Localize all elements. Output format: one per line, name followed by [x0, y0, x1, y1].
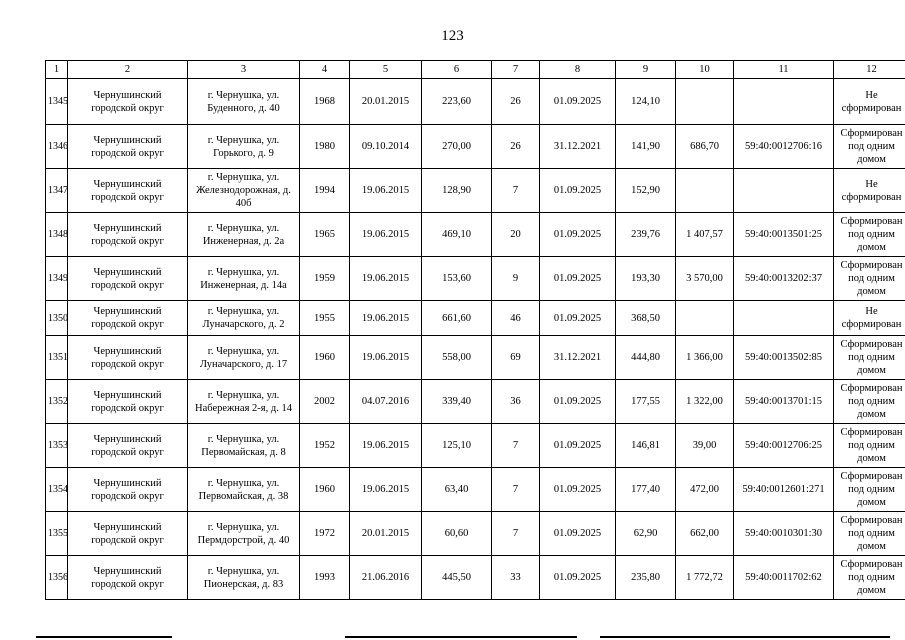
date-cell: 20.01.2015 [350, 512, 422, 556]
row-number: 1347 [46, 169, 68, 213]
date-cell: 21.06.2016 [350, 556, 422, 600]
land-status-cell: Сформирован под одним домом [834, 125, 905, 169]
row-number: 1352 [46, 380, 68, 424]
cadastral-number-cell: 59:40:0013701:15 [734, 380, 834, 424]
column-header: 10 [676, 61, 734, 79]
row-number: 1349 [46, 257, 68, 301]
cadastral-number-cell: 59:40:0012601:271 [734, 468, 834, 512]
address-cell: г. Чернушка, ул. Инженерная, д. 2а [188, 213, 300, 257]
column-header: 2 [68, 61, 188, 79]
value-cell: 62,90 [616, 512, 676, 556]
area-cell: 558,00 [422, 336, 492, 380]
cadastral-number-cell [734, 301, 834, 336]
municipality-cell: Чернушинский городской округ [68, 336, 188, 380]
deadline-cell: 01.09.2025 [540, 257, 616, 301]
cadastral-number-cell [734, 79, 834, 125]
area-cell: 469,10 [422, 213, 492, 257]
land-area-cell: 39,00 [676, 424, 734, 468]
date-cell: 19.06.2015 [350, 213, 422, 257]
column-header: 11 [734, 61, 834, 79]
municipality-cell: Чернушинский городской округ [68, 468, 188, 512]
deadline-cell: 01.09.2025 [540, 512, 616, 556]
land-status-cell: Сформирован под одним домом [834, 468, 905, 512]
column-header: 1 [46, 61, 68, 79]
value-cell: 235,80 [616, 556, 676, 600]
row-number: 1356 [46, 556, 68, 600]
area-cell: 270,00 [422, 125, 492, 169]
land-area-cell [676, 79, 734, 125]
table-row [46, 301, 905, 336]
table-row [46, 125, 905, 169]
area-cell: 60,60 [422, 512, 492, 556]
count-cell: 20 [492, 213, 540, 257]
land-status-cell: Сформирован под одним домом [834, 380, 905, 424]
address-cell: г. Чернушка, ул. Железнодорожная, д. 40б [188, 169, 300, 213]
land-status-cell: Сформирован под одним домом [834, 257, 905, 301]
land-status-cell: Не сформирован [834, 79, 905, 125]
value-cell: 124,10 [616, 79, 676, 125]
row-number: 1350 [46, 301, 68, 336]
municipality-cell: Чернушинский городской округ [68, 169, 188, 213]
table-row [46, 169, 905, 213]
value-cell: 152,90 [616, 169, 676, 213]
land-area-cell [676, 169, 734, 213]
address-cell: г. Чернушка, ул. Первомайская, д. 8 [188, 424, 300, 468]
cadastral-number-cell: 59:40:0013501:25 [734, 213, 834, 257]
value-cell: 368,50 [616, 301, 676, 336]
address-cell: г. Чернушка, ул. Луначарского, д. 2 [188, 301, 300, 336]
count-cell: 36 [492, 380, 540, 424]
table-row [46, 424, 905, 468]
column-header: 8 [540, 61, 616, 79]
cadastral-number-cell: 59:40:0013202:37 [734, 257, 834, 301]
row-number: 1355 [46, 512, 68, 556]
area-cell: 125,10 [422, 424, 492, 468]
municipality-cell: Чернушинский городской округ [68, 213, 188, 257]
cadastral-number-cell [734, 169, 834, 213]
area-cell: 445,50 [422, 556, 492, 600]
build-year-cell: 1960 [300, 336, 350, 380]
land-area-cell: 1 322,00 [676, 380, 734, 424]
land-area-cell: 1 772,72 [676, 556, 734, 600]
deadline-cell: 31.12.2021 [540, 125, 616, 169]
address-cell: г. Чернушка, ул. Горького, д. 9 [188, 125, 300, 169]
table-row [46, 380, 905, 424]
land-area-cell: 686,70 [676, 125, 734, 169]
value-cell: 177,55 [616, 380, 676, 424]
column-header: 5 [350, 61, 422, 79]
area-cell: 153,60 [422, 257, 492, 301]
bottom-edge-line [36, 636, 172, 638]
count-cell: 7 [492, 512, 540, 556]
land-status-cell: Не сформирован [834, 301, 905, 336]
area-cell: 128,90 [422, 169, 492, 213]
build-year-cell: 1994 [300, 169, 350, 213]
address-cell: г. Чернушка, ул. Луначарского, д. 17 [188, 336, 300, 380]
value-cell: 239,76 [616, 213, 676, 257]
table-row [46, 213, 905, 257]
area-cell: 339,40 [422, 380, 492, 424]
build-year-cell: 2002 [300, 380, 350, 424]
date-cell: 04.07.2016 [350, 380, 422, 424]
land-area-cell: 1 407,57 [676, 213, 734, 257]
value-cell: 146,81 [616, 424, 676, 468]
deadline-cell: 01.09.2025 [540, 169, 616, 213]
count-cell: 26 [492, 79, 540, 125]
column-header: 12 [834, 61, 905, 79]
count-cell: 9 [492, 257, 540, 301]
municipality-cell: Чернушинский городской округ [68, 125, 188, 169]
table-row [46, 556, 905, 600]
municipality-cell: Чернушинский городской округ [68, 79, 188, 125]
address-cell: г. Чернушка, ул. Буденного, д. 40 [188, 79, 300, 125]
date-cell: 19.06.2015 [350, 169, 422, 213]
cadastral-number-cell: 59:40:0011702:62 [734, 556, 834, 600]
column-header-row [46, 61, 905, 79]
address-cell: г. Чернушка, ул. Набережная 2-я, д. 14 [188, 380, 300, 424]
table-row [46, 468, 905, 512]
row-number: 1348 [46, 213, 68, 257]
date-cell: 09.10.2014 [350, 125, 422, 169]
municipality-cell: Чернушинский городской округ [68, 301, 188, 336]
deadline-cell: 01.09.2025 [540, 468, 616, 512]
count-cell: 26 [492, 125, 540, 169]
address-cell: г. Чернушка, ул. Пермдорстрой, д. 40 [188, 512, 300, 556]
value-cell: 177,40 [616, 468, 676, 512]
date-cell: 19.06.2015 [350, 424, 422, 468]
municipality-cell: Чернушинский городской округ [68, 556, 188, 600]
deadline-cell: 01.09.2025 [540, 556, 616, 600]
date-cell: 19.06.2015 [350, 301, 422, 336]
row-number: 1353 [46, 424, 68, 468]
land-area-cell [676, 301, 734, 336]
table-row [46, 336, 905, 380]
column-header: 7 [492, 61, 540, 79]
deadline-cell: 01.09.2025 [540, 380, 616, 424]
count-cell: 7 [492, 169, 540, 213]
page-number: 123 [441, 28, 464, 44]
column-header: 3 [188, 61, 300, 79]
cadastral-number-cell: 59:40:0012706:16 [734, 125, 834, 169]
value-cell: 193,30 [616, 257, 676, 301]
deadline-cell: 01.09.2025 [540, 424, 616, 468]
cadastral-number-cell: 59:40:0013502:85 [734, 336, 834, 380]
land-status-cell: Сформирован под одним домом [834, 213, 905, 257]
area-cell: 661,60 [422, 301, 492, 336]
build-year-cell: 1980 [300, 125, 350, 169]
land-area-cell: 3 570,00 [676, 257, 734, 301]
date-cell: 20.01.2015 [350, 79, 422, 125]
cadastral-number-cell: 59:40:0012706:25 [734, 424, 834, 468]
area-cell: 63,40 [422, 468, 492, 512]
date-cell: 19.06.2015 [350, 468, 422, 512]
housing-registry-table [45, 60, 905, 600]
row-number: 1345 [46, 79, 68, 125]
land-status-cell: Сформирован под одним домом [834, 556, 905, 600]
column-header: 4 [300, 61, 350, 79]
land-area-cell: 472,00 [676, 468, 734, 512]
row-number: 1354 [46, 468, 68, 512]
land-status-cell: Сформирован под одним домом [834, 336, 905, 380]
count-cell: 46 [492, 301, 540, 336]
land-status-cell: Не сформирован [834, 169, 905, 213]
municipality-cell: Чернушинский городской округ [68, 257, 188, 301]
build-year-cell: 1960 [300, 468, 350, 512]
municipality-cell: Чернушинский городской округ [68, 512, 188, 556]
table-row [46, 512, 905, 556]
municipality-cell: Чернушинский городской округ [68, 380, 188, 424]
column-header: 9 [616, 61, 676, 79]
row-number: 1351 [46, 336, 68, 380]
row-number: 1346 [46, 125, 68, 169]
build-year-cell: 1965 [300, 213, 350, 257]
municipality-cell: Чернушинский городской округ [68, 424, 188, 468]
deadline-cell: 01.09.2025 [540, 213, 616, 257]
build-year-cell: 1993 [300, 556, 350, 600]
count-cell: 7 [492, 424, 540, 468]
value-cell: 444,80 [616, 336, 676, 380]
build-year-cell: 1968 [300, 79, 350, 125]
address-cell: г. Чернушка, ул. Первомайская, д. 38 [188, 468, 300, 512]
address-cell: г. Чернушка, ул. Пионерская, д. 83 [188, 556, 300, 600]
count-cell: 69 [492, 336, 540, 380]
column-header: 6 [422, 61, 492, 79]
deadline-cell: 01.09.2025 [540, 301, 616, 336]
build-year-cell: 1952 [300, 424, 350, 468]
count-cell: 7 [492, 468, 540, 512]
land-area-cell: 662,00 [676, 512, 734, 556]
land-area-cell: 1 366,00 [676, 336, 734, 380]
cadastral-number-cell: 59:40:0010301:30 [734, 512, 834, 556]
table-row [46, 79, 905, 125]
table-row [46, 257, 905, 301]
bottom-edge-line [345, 636, 577, 638]
deadline-cell: 01.09.2025 [540, 79, 616, 125]
bottom-edge-line [600, 636, 890, 638]
land-status-cell: Сформирован под одним домом [834, 424, 905, 468]
date-cell: 19.06.2015 [350, 336, 422, 380]
land-status-cell: Сформирован под одним домом [834, 512, 905, 556]
count-cell: 33 [492, 556, 540, 600]
build-year-cell: 1959 [300, 257, 350, 301]
area-cell: 223,60 [422, 79, 492, 125]
build-year-cell: 1972 [300, 512, 350, 556]
address-cell: г. Чернушка, ул. Инженерная, д. 14а [188, 257, 300, 301]
build-year-cell: 1955 [300, 301, 350, 336]
value-cell: 141,90 [616, 125, 676, 169]
date-cell: 19.06.2015 [350, 257, 422, 301]
deadline-cell: 31.12.2021 [540, 336, 616, 380]
